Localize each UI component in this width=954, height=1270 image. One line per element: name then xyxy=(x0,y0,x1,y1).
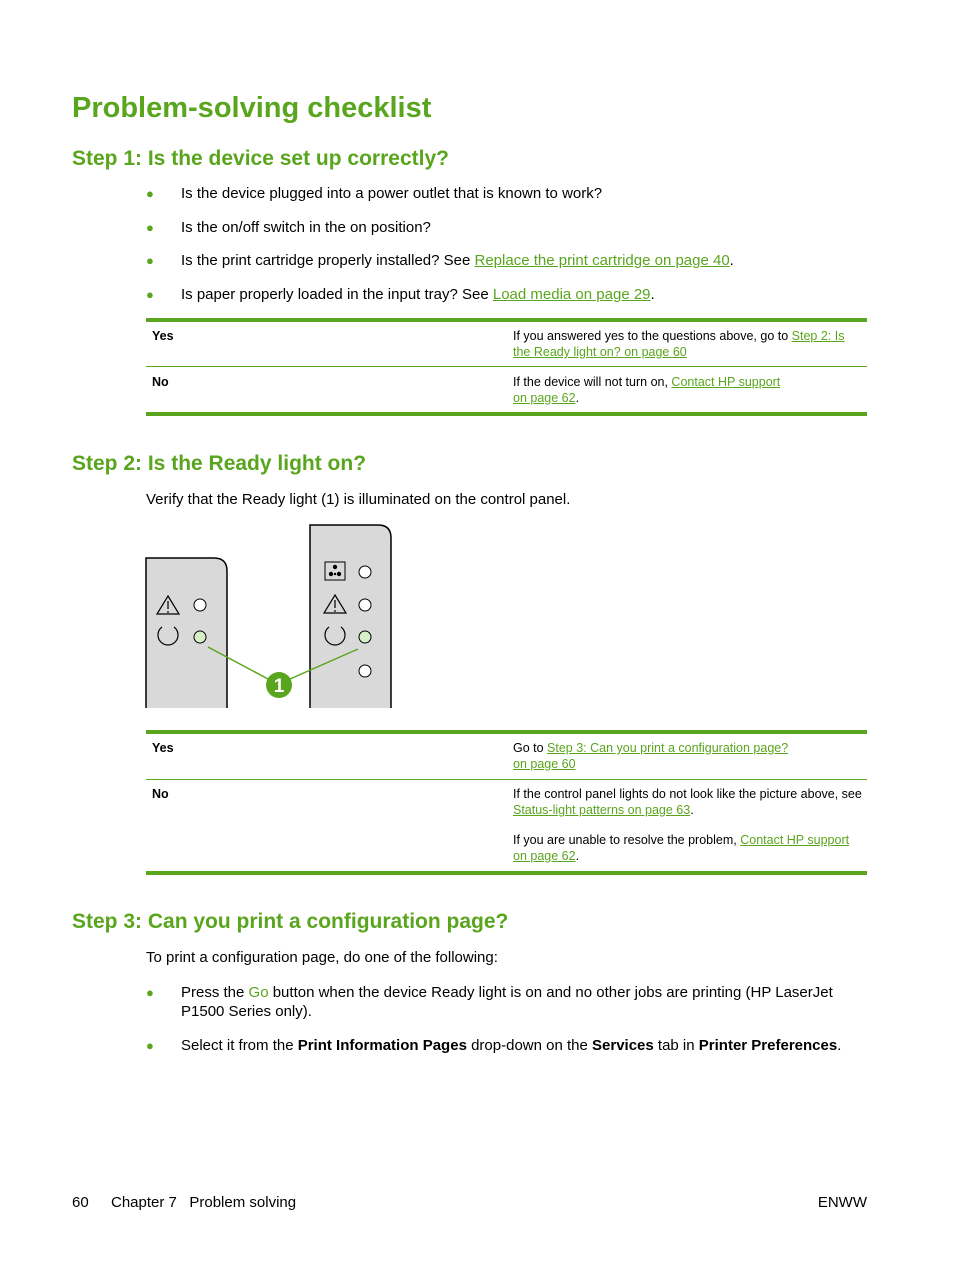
contact-support-link[interactable]: Contact HP support on page 62 xyxy=(513,375,781,405)
no-label: No xyxy=(152,787,169,801)
attention-light xyxy=(359,599,371,611)
bullet-icon: ● xyxy=(146,287,154,302)
footer-right: ENWW xyxy=(817,1194,867,1211)
no-text: If the control panel lights do not look like the picture above, see xyxy=(513,787,862,801)
no-cell xyxy=(513,374,793,406)
services-tab-label: Services xyxy=(592,1037,654,1054)
printer-preferences-label: Printer Preferences xyxy=(698,1037,838,1054)
toner-light xyxy=(359,566,371,578)
bullet-icon: ● xyxy=(146,985,154,1000)
bullet-text: Is the device plugged into a power outlet that is known to work? xyxy=(181,185,603,202)
table-top-rule xyxy=(146,318,867,322)
table-row-rule xyxy=(146,779,867,780)
attention-light xyxy=(194,599,206,611)
control-panel-illustration xyxy=(140,520,400,710)
step3-heading: Step 3: Can you print a configuration page? xyxy=(72,910,509,933)
no-cell-2 xyxy=(513,832,863,864)
table-row-rule xyxy=(146,366,867,367)
load-media-link[interactable]: Load media on page 29 xyxy=(492,286,651,303)
ready-light xyxy=(359,631,371,643)
bullet-text: Select it from the xyxy=(181,1037,298,1054)
yes-label: Yes xyxy=(152,741,174,755)
go-button-name: Go xyxy=(248,984,269,1001)
ready-light xyxy=(194,631,206,643)
bullet-text: drop-down on the xyxy=(466,1037,593,1054)
no-text: If you are unable to resolve the problem, xyxy=(513,833,741,847)
page-title: Problem-solving checklist xyxy=(72,92,432,124)
yes-cell xyxy=(513,740,803,772)
chapter-label: Chapter 7 Problem solving xyxy=(111,1194,297,1211)
bullet-text: Is paper properly loaded in the input tray? See xyxy=(181,286,493,303)
yes-text: Go to xyxy=(513,741,548,755)
no-text-end: . xyxy=(575,849,580,863)
replace-cartridge-link[interactable]: Replace the print cartridge on page 40 xyxy=(474,252,730,269)
no-text: If the device will not turn on, xyxy=(513,375,672,389)
print-info-pages-label: Print Information Pages xyxy=(297,1037,467,1054)
step2-link[interactable]: Step 2: Is the Ready light on? on page 60 xyxy=(513,329,845,359)
go-light xyxy=(359,665,371,677)
table-top-rule xyxy=(146,730,867,734)
no-label: No xyxy=(152,375,169,389)
bullet-icon: ● xyxy=(146,1038,154,1053)
bullet-icon: ● xyxy=(146,220,154,235)
no-text-end: . xyxy=(690,803,694,817)
step2-intro: Verify that the Ready light (1) is illuminated on the control panel. xyxy=(146,491,571,508)
bullet-text-end: button when the device Ready light is on and no other jobs are printing (HP LaserJet P1500 Series only). xyxy=(181,984,833,1020)
table-bottom-rule xyxy=(146,412,867,416)
status-light-link[interactable]: Status-light patterns on page 63 xyxy=(513,803,691,817)
yes-text: If you answered yes to the questions above, go to xyxy=(513,329,792,343)
step2-heading: Step 2: Is the Ready light on? xyxy=(72,452,367,475)
bullet-text: Press the xyxy=(181,984,249,1001)
bullet-text-end: . xyxy=(729,252,734,269)
bullet-text-end: . xyxy=(650,286,655,303)
step3-link[interactable]: Step 3: Can you print a configuration page? on page 60 xyxy=(513,741,789,771)
bullet-text: Is the on/off switch in the on position? xyxy=(181,219,431,236)
no-text-end: . xyxy=(575,391,580,405)
bullet-icon: ● xyxy=(146,253,154,268)
table-bottom-rule xyxy=(146,871,867,875)
bullet-text-end: . xyxy=(837,1037,842,1054)
step1-heading: Step 1: Is the device set up correctly? xyxy=(72,147,449,170)
no-cell xyxy=(513,786,863,818)
yes-cell xyxy=(513,328,863,360)
callout-number: 1 xyxy=(273,676,285,697)
step3-intro: To print a configuration page, do one of the following: xyxy=(146,949,498,966)
bullet-icon: ● xyxy=(146,186,154,201)
bullet-text: Is the print cartridge properly installed? See xyxy=(181,252,475,269)
contact-support-link[interactable]: Contact HP support on page 62 xyxy=(513,833,850,863)
panel-right xyxy=(310,525,391,708)
yes-label: Yes xyxy=(152,329,174,343)
bullet-text: tab in xyxy=(653,1037,699,1054)
page-number: 60 xyxy=(72,1194,89,1211)
